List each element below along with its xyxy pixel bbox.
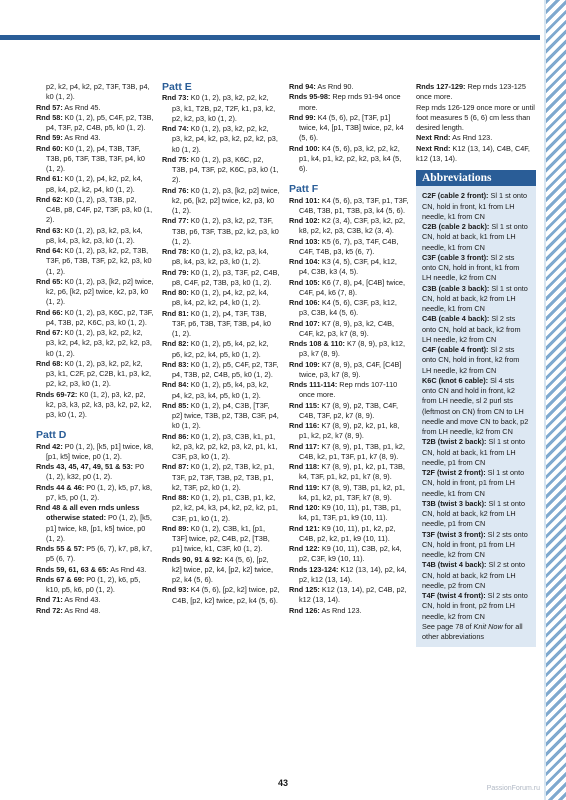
abbreviation-item xyxy=(422,591,530,622)
side-stripe-decoration xyxy=(546,0,566,800)
abbreviation-term: C2F (cable 2 front): xyxy=(422,191,489,201)
round-label: Rnds 43, 45, 47, 49, 51 & 53: xyxy=(36,462,133,471)
round-text: K4 (5, 6), p3, T3F, p1, T3F, C4B, T3B, p1, T3B, p3, k4 (5, 6). xyxy=(299,195,409,215)
round-label: Rnd 105: xyxy=(289,277,320,287)
round-label: Rnd 94: xyxy=(289,82,316,91)
round-text: Rep rnds 126-129 once more or until foot measures 5 (6, 6) cm less than desired length. xyxy=(416,102,535,132)
abbreviation-definition: Sl 1 st onto CN, hold in front, k1 from LH needle, k1 from CN xyxy=(422,191,528,221)
abbreviation-item xyxy=(422,314,530,345)
abbreviation-term: C3F (cable 3 front): xyxy=(422,252,489,262)
round-text: K7 (8, 9), p2, k2, p1, k8, p1, k2, p2, k7 (8, 9). xyxy=(299,421,400,441)
instruction-line xyxy=(289,585,409,606)
round-label: Rnd 85: xyxy=(162,400,189,410)
round-label: Rnds 95-98: xyxy=(289,92,331,102)
page-number: 43 xyxy=(277,778,288,788)
abbreviation-item xyxy=(422,191,530,222)
round-label: Rnd 73: xyxy=(162,93,189,103)
round-text: K7 (8, 9), p1, T3B, p1, k2, C4B, k2, p1, T3F, p1, k7 (8, 9). xyxy=(299,441,405,461)
round-text: K12 (13, 14), C4B, C4F, k12 (13, 14). xyxy=(416,143,530,163)
abbreviation-item xyxy=(422,530,530,561)
instruction-line xyxy=(36,462,154,483)
round-label: Rnd 42: xyxy=(36,441,63,451)
round-label: Rnd 61: xyxy=(36,174,63,184)
round-text: K0 (1, 2), p3, k2, p2, k2, p3, k1, T2B, p2, T2F, k1, p3, k2, p2, k2, p3, k0 (1, 2). xyxy=(172,93,276,123)
instruction-line xyxy=(162,339,280,360)
round-text: K0 (1, 2), p3, k2, p2, k2, p3, k1, C2F, p2, C2B, k1, p3, k2, p2, k2, p3, k0 (1, 2). xyxy=(46,358,152,389)
abbreviation-definition: Sl 2 sts onto CN, hold in front, k2 from LH needle, k2 from CN xyxy=(422,345,520,375)
instruction-line xyxy=(289,319,409,340)
instruction-line xyxy=(162,93,280,124)
round-label: Rnd 89: xyxy=(162,523,189,533)
instruction-line xyxy=(289,92,409,113)
round-text: K3 (4, 5), C3F, p4, k12, p4, C3B, k3 (4, 5). xyxy=(299,257,397,277)
round-text: P0 (1, 2), k32, p0 (1, 2). xyxy=(46,462,144,482)
abbreviation-term: T2F (twist 2 front): xyxy=(422,468,486,477)
instruction-line xyxy=(289,257,409,278)
round-label: Rnd 102: xyxy=(289,216,320,225)
round-text: K0 (1, 2), p4, C3B, [T3F, p2] twice, T3B, p2, T3B, C3F, p4, k0 (1, 2). xyxy=(172,400,279,431)
round-label: Rnd 106: xyxy=(289,298,320,307)
round-label: Rnds 123-124: xyxy=(289,564,339,574)
instruction-line xyxy=(289,503,409,524)
abbreviation-definition: Sl 2 sts onto CN, hold at back, k2 from LH needle, k2 from CN xyxy=(422,314,521,344)
round-text: K7 (8, 9), T3B, p1, k2, p1, k4, p1, k2, p1, T3F, k7 (8, 9). xyxy=(299,482,405,502)
round-label: Rnd 115: xyxy=(289,400,320,410)
instruction-line xyxy=(289,401,409,422)
round-text: K0 (1, 2), p3, T3F, p2, C4B, p8, C4F, p2, T3B, p3, k0 (1, 2). xyxy=(172,267,280,287)
abbreviation-term: C2B (cable 2 back): xyxy=(422,222,490,231)
instruction-line xyxy=(36,328,154,359)
round-label: Rnd 86: xyxy=(162,431,189,441)
column-3 xyxy=(289,82,409,616)
round-label: Rnd 82: xyxy=(162,339,189,349)
round-label: Rnds 67 & 69: xyxy=(36,574,85,584)
magazine-title: Knit Now xyxy=(473,621,503,631)
round-label: Rnd 71: xyxy=(36,595,63,605)
round-label: Rnd 116: xyxy=(289,421,320,430)
instruction-line xyxy=(289,380,409,401)
instruction-line xyxy=(289,524,409,545)
pattern-heading: Patt F xyxy=(289,183,319,196)
round-text: K0 (1, 2), p4, k2, p2, k4, p8, k4, p2, k2, p4, k0 (1, 2). xyxy=(172,288,269,308)
instruction-line xyxy=(36,246,154,277)
instruction-line xyxy=(416,82,536,103)
instruction-line xyxy=(162,309,280,340)
instruction-line xyxy=(162,268,280,289)
round-text: As Rnd 43. xyxy=(108,564,147,574)
instruction-line xyxy=(36,308,154,329)
instruction-line xyxy=(289,483,409,504)
round-text: K7 (8, 9), p3, C4F, [C4B] twice, p3, k7 (8, 9). xyxy=(299,359,402,379)
instruction-line xyxy=(36,595,154,605)
round-label: Rnd 75: xyxy=(162,154,189,164)
round-label: Rnd 122: xyxy=(289,544,320,553)
abbreviation-item xyxy=(422,284,530,315)
footer-text: for all other abbreviations xyxy=(422,621,523,641)
instruction-line xyxy=(36,606,154,616)
round-text: P0 (1, 2), k5, p7, k8, p7, k5, p0 (1, 2). xyxy=(46,482,152,502)
instruction-line xyxy=(162,216,280,247)
round-text: K0 (1, 2), p4, k2, p2, k4, p8, k4, p2, k2, p4, k0 (1, 2). xyxy=(46,174,143,194)
round-text: P0 (1, 2), k6, p5, k10, p5, k6, p0 (1, 2). xyxy=(46,574,141,594)
instruction-line xyxy=(36,103,154,113)
round-label: Rnd 79: xyxy=(162,267,189,277)
round-label: Rnd 60: xyxy=(36,143,63,153)
instruction-line xyxy=(289,144,409,175)
abbreviation-item xyxy=(422,253,530,284)
watermark: PassionForum.ru xyxy=(486,785,540,792)
round-label: Rnd 99: xyxy=(289,112,316,122)
instruction-line xyxy=(289,298,409,319)
abbreviation-term: T3F (twist 3 front): xyxy=(422,529,486,539)
round-label: Rnd 48 & all even rnds unless otherwise stated: xyxy=(36,503,140,523)
round-text: P0 (1, 2), [k5, p1] twice, k8, [p1, k5] twice, p0 (1, 2). xyxy=(46,513,152,543)
abbreviation-definition: Sl 2 st onto CN, hold at back, k2 from LH needle, p2 from CN xyxy=(422,560,526,590)
top-rule xyxy=(0,35,540,40)
round-text: K0 (1, 2), C3B, k1, [p1, T3F] twice, p2, C4B, p2, [T3B, p1] twice, k1, C3F, k0 (1, 2). xyxy=(172,523,270,554)
instruction-line xyxy=(289,360,409,381)
round-label: Rnd 65: xyxy=(36,276,63,286)
round-text: As Rnd 43. xyxy=(62,133,101,143)
round-text: K12 (13, 14), p2, C4B, p2, k12 (13, 14). xyxy=(299,585,407,605)
instruction-line xyxy=(162,288,280,309)
pattern-heading: Patt E xyxy=(162,81,192,93)
round-text: As Rnd 43. xyxy=(62,595,101,605)
instruction-line xyxy=(289,216,409,237)
abbreviation-item xyxy=(422,499,530,530)
round-text: K0 (1, 2), p3, K6C, p2, T3F, p4, T3B, p2, K6C, p3, k0 (1, 2). xyxy=(46,307,154,327)
round-label: Rnds 90, 91 & 92: xyxy=(162,554,223,564)
instruction-line xyxy=(289,237,409,258)
round-label: Rnd 87: xyxy=(162,462,189,472)
abbreviation-definition: Sl 1 st onto CN, hold at back, k1 from LH needle, p1 from CN xyxy=(422,437,526,467)
round-label: Rnd 107: xyxy=(289,318,320,328)
round-text: K4 (5, 6), [p2, k2] twice, p2, C4B, [p2, k2] twice, p2, k4 (5, 6). xyxy=(172,585,280,605)
round-text: K7 (8, 9), p3, k12, p3, k7 (8, 9). xyxy=(299,339,406,359)
round-label: Rnds 127-129: xyxy=(416,82,466,91)
instruction-line xyxy=(289,82,409,92)
instruction-line xyxy=(162,401,280,432)
abbreviation-item xyxy=(422,222,530,253)
round-text: As Rnd 90. xyxy=(315,82,354,91)
round-label: Rnd 120: xyxy=(289,503,320,512)
instruction-line xyxy=(36,133,154,143)
round-text: K0 (1, 2), p4, T3B, T3F, T3B, p6, T3F, T3B, T3F, p4, k0 (1, 2). xyxy=(46,143,145,173)
round-text: As Rnd 123. xyxy=(319,605,362,615)
round-text: K9 (10, 11), p1, T3B, p1, k4, p1, T3F, p1, k9 (10, 11). xyxy=(299,503,402,523)
round-label: Rnds 55 & 57: xyxy=(36,544,85,553)
abbreviation-definition: Sl 1 st onto CN, hold in front, p1 from LH needle, k1 from CN xyxy=(422,468,525,498)
round-label: Rnd 93: xyxy=(162,585,189,595)
round-text: K4 (5, 6), C3F, p3, k12, p3, C3B, k4 (5, 6). xyxy=(299,298,397,318)
round-text: K0 (1, 2), p2, T3B, k2, p1, T3F, p2, T3F, T3B, p2, T3B, p1, k2, T3F, p2, k0 (1, 2). xyxy=(172,462,275,492)
instruction-line xyxy=(162,493,280,524)
column-2 xyxy=(162,82,280,606)
instruction-line xyxy=(416,133,536,143)
round-label: Rnd 119: xyxy=(289,482,320,492)
abbreviation-term: C3B (cable 3 back): xyxy=(422,283,490,293)
abbreviation-term: T4F (twist 4 front): xyxy=(422,591,486,600)
round-text: K9 (10, 11), C3B, p2, k4, p2, C3F, k9 (10, 11). xyxy=(299,544,402,564)
round-text: Rep rnds 123-125 once more. xyxy=(416,82,526,102)
instruction-line xyxy=(36,390,154,421)
instruction-line xyxy=(162,247,280,268)
round-label: Rnd 64: xyxy=(36,246,63,255)
round-text: As Rnd 123. xyxy=(450,133,493,143)
round-text: K6 (7, 8), p4, [C4B] twice, C4F, p4, k6 (7, 8). xyxy=(299,277,405,297)
round-label: Rnd 77: xyxy=(162,216,189,226)
round-label: Rnds 108 & 110: xyxy=(289,339,345,348)
round-text: P5 (6, 7), k7, p8, k7, p5 (6, 7). xyxy=(46,544,152,564)
instruction-line xyxy=(162,124,280,155)
round-text: K0 (1, 2), p3, T3B, p2, C4B, p8, C4F, p2, T3F, p3, k0 (1, 2). xyxy=(46,194,153,225)
instruction-line xyxy=(36,503,154,544)
round-label: Rnd 62: xyxy=(36,194,63,204)
abbreviation-definition: Sl 4 sts onto CN and hold in front, k2 from LH needle, sl 2 purl sts (leftmost on CN) from CN to LH needle and move CN to back, p2 from LH needle, k2 from CN xyxy=(422,375,529,436)
abbreviation-item xyxy=(422,560,530,591)
round-label: Rnd 80: xyxy=(162,288,189,297)
round-text: K0 (1, 2), p5, C4F, p2, T3F, p4, T3B, p2, C4B, p5, k0 (1, 2). xyxy=(172,359,279,379)
round-text: K7 (8, 9), p3, k2, C4B, C4F, k2, p3, k7 (8, 9). xyxy=(299,318,395,338)
instruction-line xyxy=(289,278,409,299)
instruction-line xyxy=(162,585,280,606)
abbreviation-definition: Sl 2 sts onto CN, hold in front, p1 from LH needle, k2 from CN xyxy=(422,529,528,559)
instruction-line xyxy=(289,339,409,360)
instruction-line xyxy=(162,360,280,381)
column-1 xyxy=(36,82,154,616)
instruction-line xyxy=(36,544,154,565)
round-text: K7 (8, 9), p2, T3B, C4F, C4B, T3F, p2, k7 (8, 9). xyxy=(299,400,398,420)
abbreviation-term: T4B (twist 4 back): xyxy=(422,560,487,570)
round-label: Rnd 118: xyxy=(289,462,320,471)
instruction-line xyxy=(36,82,154,103)
abbreviations-footer xyxy=(422,622,530,643)
abbreviation-term: K6C (knot 6 cable): xyxy=(422,375,489,385)
round-text: K9 (10, 11), p1, k2, p2, C4B, p2, k2, p1, k9 (10, 11). xyxy=(299,523,396,543)
instruction-line xyxy=(289,462,409,483)
round-text: K4 (5, 6), p2, [T3F, p1] twice, k4, [p1, T3B] twice, p2, k4 (5, 6). xyxy=(299,112,404,143)
instruction-line xyxy=(36,144,154,175)
instruction-line xyxy=(36,195,154,226)
instruction-line xyxy=(36,174,154,195)
round-text: p2, k2, p4, k2, p2, T3F, T3B, p4, k0 (1, 2). xyxy=(46,82,150,102)
round-label: Rnd 81: xyxy=(162,308,189,318)
round-text: K0 (1, 2), p3, k2, p3, k4, p8, k4, p3, k2, p3, k0 (1, 2). xyxy=(46,225,143,245)
instruction-line xyxy=(289,113,409,144)
round-text: K0 (1, 2), p3, k2, p3, k4, p8, k4, p3, k2, p3, k0 (1, 2). xyxy=(172,247,269,267)
round-text: K0 (1, 2), p1, C3B, p1, k2, p2, k2, p4, k3, p4, k2, p2, k2, p1, C3F, p1, k0 (1, 2). xyxy=(172,493,278,523)
instruction-line xyxy=(289,565,409,586)
round-text: K0 (1, 2), p3, k2, p2, k2, p3, k3, p2, k3, p3, k2, p2, k2, p3, k0 (1, 2). xyxy=(46,389,152,419)
round-text: K0 (1, 2), p5, k4, p2, k2, p6, k2, p2, k4, p5, k0 (1, 2). xyxy=(172,339,269,359)
round-text: K0 (1, 2), p3, [k2, p2] twice, k2, p6, [k2, p2] twice, k2, p3, k0 (1, 2). xyxy=(172,185,280,215)
round-label: Next Rnd: xyxy=(416,143,451,153)
round-label: Rnd 68: xyxy=(36,358,63,368)
instruction-line xyxy=(289,442,409,463)
round-label: Rnd 74: xyxy=(162,124,189,133)
instruction-line xyxy=(289,421,409,442)
abbreviation-item xyxy=(422,437,530,468)
round-label: Rnd 125: xyxy=(289,585,320,594)
round-label: Rnd 101: xyxy=(289,195,320,205)
instruction-line xyxy=(289,196,409,217)
abbreviation-definition: Sl 1 st onto CN, hold at back, k2 from LH needle, k1 from CN xyxy=(422,283,528,313)
round-label: Rnd 117: xyxy=(289,441,320,451)
round-text: K0 (1, 2), p5, C4F, p2, T3B, p4, T3F, p2, C4B, p5, k0 (1, 2). xyxy=(46,112,154,132)
instruction-line xyxy=(162,555,280,586)
abbreviation-item xyxy=(422,468,530,499)
round-text: K0 (1, 2), p3, C3B, k1, p1, k2, p3, k2, p2, k2, p3, k2, p1, k1, C3F, p3, k0 (1, 2). xyxy=(172,431,278,461)
round-label: Rnd 76: xyxy=(162,185,189,195)
instruction-line xyxy=(289,606,409,616)
round-label: Rnd 104: xyxy=(289,257,320,266)
round-text: K0 (1, 2), p3, k2, p2, T3F, T3B, p6, T3F, T3B, p2, k2, p3, k0 (1, 2). xyxy=(172,216,279,246)
round-label: Rnd 126: xyxy=(289,605,320,615)
instruction-line xyxy=(36,226,154,247)
round-text: K0 (1, 2), p5, k4, p3, k2, p4, k2, p3, k4, p5, k0 (1, 2). xyxy=(172,380,269,400)
instruction-line xyxy=(36,483,154,504)
round-label: Rnd 103: xyxy=(289,236,320,246)
round-text: Rep rnds 107-110 once more. xyxy=(299,380,398,400)
round-label: Rnd 57: xyxy=(36,102,63,112)
round-label: Rnd 78: xyxy=(162,247,189,256)
round-label: Next Rnd: xyxy=(416,133,451,143)
instruction-line xyxy=(162,186,280,217)
round-label: Rnd 109: xyxy=(289,359,320,369)
round-label: Rnd 100: xyxy=(289,143,320,153)
round-label: Rnd 59: xyxy=(36,133,63,143)
round-text: K0 (1, 2), p3, k2, p2, k2, p3, k2, p4, k2, p3, k2, p2, k2, p3, k0 (1, 2). xyxy=(46,328,152,358)
abbreviation-definition: Sl 1 st onto CN, hold at back, k1 from LH needle, k1 from CN xyxy=(422,222,528,252)
round-text: K7 (8, 9), p1, k2, p1, T3B, k4, T3F, p1, k2, p1, k7 (8, 9). xyxy=(299,462,405,482)
round-text: As Rnd 48. xyxy=(62,605,101,615)
round-text: K0 (1, 2), p3, k2, p2, k2, p3, k2, p4, k2, p3, k2, p2, k2, p3, k0 (1, 2). xyxy=(172,124,278,154)
round-label: Rnd 121: xyxy=(289,523,320,533)
instruction-line xyxy=(36,277,154,308)
abbreviation-term: C4B (cable 4 back): xyxy=(422,314,490,324)
round-text: P0 (1, 2), [k5, p1] twice, k8, [p1, k5] twice, p0 (1, 2). xyxy=(46,441,154,461)
round-label: Rnd 83: xyxy=(162,359,189,369)
round-text: K0 (1, 2), p3, k2, p2, T3B, T3F, p6, T3B, T3F, p2, k2, p3, k0 (1, 2). xyxy=(46,246,152,276)
instruction-line xyxy=(162,524,280,555)
round-label: Rnd 66: xyxy=(36,307,63,317)
instruction-line xyxy=(416,103,536,134)
round-label: Rnds 44 & 46: xyxy=(36,482,85,492)
round-text: K0 (1, 2), p3, [k2, p2] twice, k2, p6, [k2, p2] twice, k2, p3, k0 (1, 2). xyxy=(46,276,154,307)
round-label: Rnds 59, 61, 63 & 65: xyxy=(36,564,109,574)
abbreviation-term: T2B (twist 2 back): xyxy=(422,437,487,447)
round-label: Rnd 84: xyxy=(162,380,189,390)
round-text: As Rnd 45. xyxy=(62,102,101,112)
instruction-line xyxy=(36,442,154,463)
abbreviations-heading: Abbreviations xyxy=(416,170,536,186)
round-label: Rnd 58: xyxy=(36,112,63,122)
instruction-line xyxy=(36,359,154,390)
abbreviation-term: C4F (cable 4 front): xyxy=(422,345,489,354)
round-text: K0 (1, 2), p3, K6C, p2, T3B, p4, T3F, p2, K6C, p3, k0 (1, 2). xyxy=(172,154,279,185)
instruction-line xyxy=(416,144,536,165)
abbreviation-item xyxy=(422,345,530,376)
round-text: K2 (3, 4), C3F, p3, k2, p2, k8, p2, k2, p3, C3B, k2 (3, 4). xyxy=(299,216,405,236)
column-4 xyxy=(416,82,536,647)
round-label: Rnd 67: xyxy=(36,328,63,337)
round-label: Rnd 72: xyxy=(36,605,63,615)
instruction-line xyxy=(36,575,154,596)
instruction-line xyxy=(162,380,280,401)
round-text: K4 (5, 6), p3, k2, p2, k2, p1, k4, p1, k2, p2, k2, p3, k4 (5, 6). xyxy=(299,143,402,173)
instruction-line xyxy=(162,462,280,493)
round-text: K0 (1, 2), p4, T3F, T3B, T3F, p6, T3B, T3F, T3B, p4, k0 (1, 2). xyxy=(172,308,271,338)
instruction-line xyxy=(162,432,280,463)
footer-text: See page 78 of xyxy=(422,621,474,631)
abbreviation-term: T3B (twist 3 back): xyxy=(422,498,487,508)
round-label: Rnd 88: xyxy=(162,493,189,502)
instruction-line xyxy=(162,155,280,186)
pattern-heading: Patt D xyxy=(36,429,67,442)
abbreviation-definition: Sl 2 sts onto CN, hold in front, p2 from LH needle, k2 from CN xyxy=(422,591,528,621)
round-label: Rnds 69-72: xyxy=(36,389,78,399)
instruction-line xyxy=(36,565,154,575)
column-4-text xyxy=(416,82,536,164)
round-text: K5 (6, 7), p3, T4F, C4B, C4F, T4B, p3, k5 (6, 7). xyxy=(299,236,399,256)
abbreviations-box xyxy=(416,186,536,647)
abbreviation-item xyxy=(422,376,530,438)
abbreviation-definition: Sl 1 st onto CN, hold at back, k2 from LH needle, p1 from CN xyxy=(422,498,526,529)
round-label: Rnds 111-114: xyxy=(289,380,338,389)
instruction-line xyxy=(36,113,154,134)
round-label: Rnd 63: xyxy=(36,225,63,235)
round-text: K4 (5, 6), [p2, k2] twice, p2, k4, [p2, k2] twice, p2, k4 (5, 6). xyxy=(172,554,273,584)
round-text: K12 (13, 14), p2, k4, p2, k12 (13, 14). xyxy=(299,564,407,584)
round-text: Rep rnds 91-94 once more. xyxy=(299,92,401,112)
abbreviation-definition: Sl 2 sts onto CN, hold in front, k1 from LH needle, k2 from CN xyxy=(422,252,520,283)
instruction-line xyxy=(289,544,409,565)
